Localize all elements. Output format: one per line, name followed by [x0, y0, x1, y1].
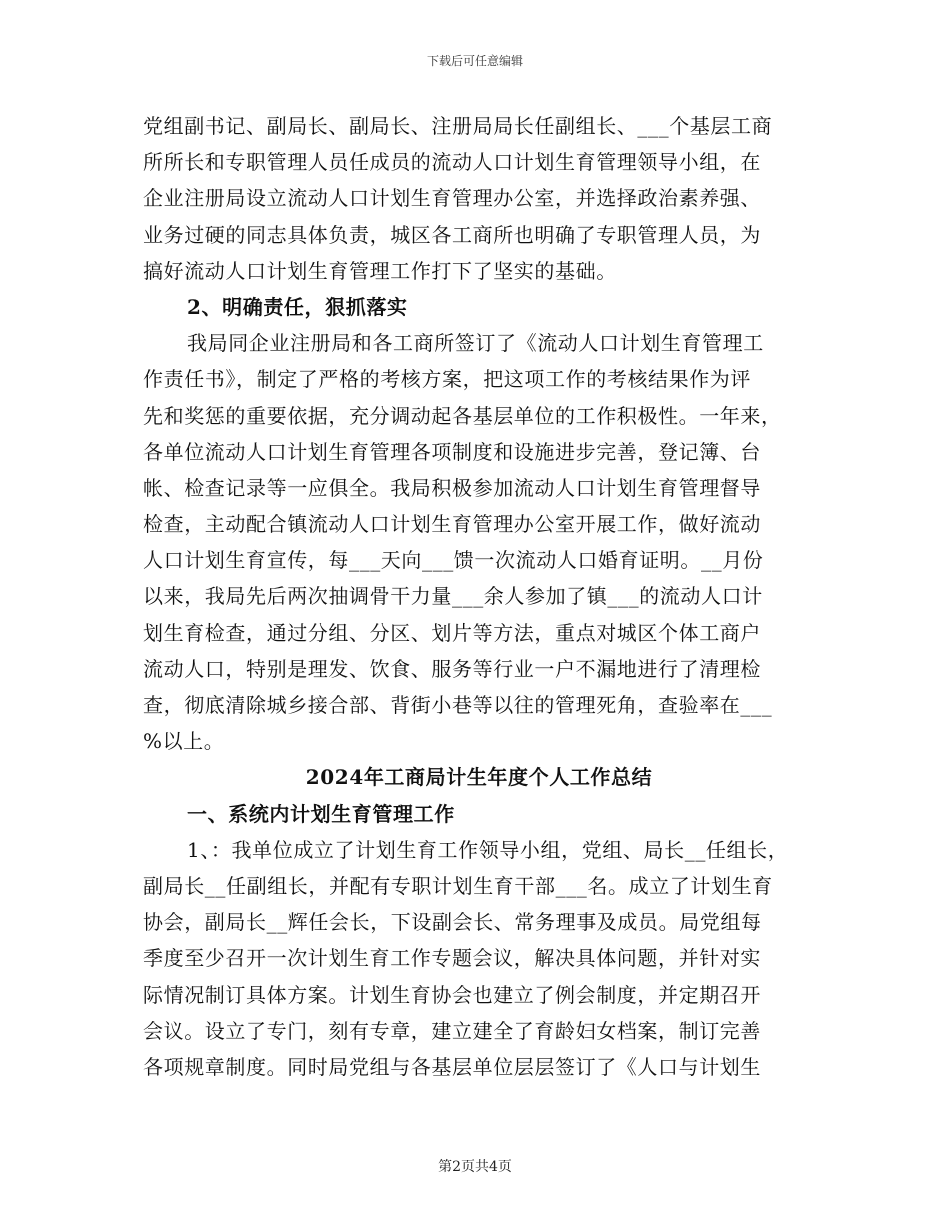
body-line: 人口计划生育宣传，每___天向___馈一次流动人口婚育证明。__月份	[143, 548, 764, 573]
page-number: 第2页共4页	[438, 1159, 512, 1175]
body-line: 查，彻底清除城乡接合部、背街小巷等以往的管理死角，查验率在___	[143, 693, 773, 717]
document-title: 2024年工商局计生年度个人工作总结	[305, 765, 653, 790]
body-line: 季度至少召开一次计划生育工作专题会议，解决具体问题，并针对实	[143, 946, 761, 971]
body-line: 党组副书记、副局长、副局长、注册局局长任副组长、___个基层工商	[143, 114, 773, 138]
body-line: 协会，副局长__辉任会长，下设副会长、常务理事及成员。局党组每	[143, 910, 762, 935]
body-line: 业务过硬的同志具体负责，城区各工商所也明确了专职管理人员，为	[143, 222, 761, 247]
body-line: 所所长和专职管理人员任成员的流动人口计划生育管理领导小组，在	[143, 150, 761, 175]
body-line: 副局长__任副组长，并配有专职计划生育干部___名。成立了计划生育	[143, 873, 773, 898]
body-line: 我局同企业注册局和各工商所签订了《流动人口计划生育管理工	[187, 331, 764, 356]
body-line: 流动人口，特别是理发、饮食、服务等行业一户不漏地进行了清理检	[143, 656, 761, 681]
document-body	[143, 108, 815, 1085]
body-line: 会议。设立了专门，刻有专章，建立建全了育龄妇女档案，制订完善	[143, 1018, 761, 1043]
page-header-note: 下载后可任意编辑	[426, 54, 523, 68]
body-line: 作责任书》，制定了严格的考核方案，把这项工作的考核结果作为评	[143, 367, 751, 392]
body-line: 帐、检查记录等一应俱全。我局积极参加流动人口计划生育管理督导	[143, 475, 761, 500]
body-line: 划生育检查，通过分组、分区、划片等方法，重点对城区个体工商户	[143, 620, 761, 645]
body-line: 各单位流动人口计划生育管理各项制度和设施进步完善，登记簿、台	[143, 439, 761, 464]
body-line: 搞好流动人口计划生育管理工作打下了坚实的基础。	[143, 258, 617, 283]
body-line: 企业注册局设立流动人口计划生育管理办公室，并选择政治素养强、	[143, 186, 761, 211]
body-line: 以来，我局先后两次抽调骨干力量___余人参加了镇___的流动人口计	[143, 584, 763, 609]
body-line: 各项规章制度。同时局党组与各基层单位层层签订了《人口与计划生	[143, 1054, 761, 1079]
body-line: %以上。	[143, 729, 225, 754]
body-line: 先和奖惩的重要依据，充分调动起各基层单位的工作积极性。一年来，	[143, 403, 782, 428]
section-heading-1: 一、系统内计划生育管理工作	[187, 801, 455, 826]
section-heading-2: 2、明确责任，狠抓落实	[187, 294, 408, 319]
body-line: 1、：我单位成立了计划生育工作领导小组，党组、局长__任组长，	[187, 837, 789, 862]
body-line: 际情况制订具体方案。计划生育协会也建立了例会制度，并定期召开	[143, 982, 761, 1007]
body-line: 检查，主动配合镇流动人口计划生育管理办公室开展工作，做好流动	[143, 512, 761, 537]
